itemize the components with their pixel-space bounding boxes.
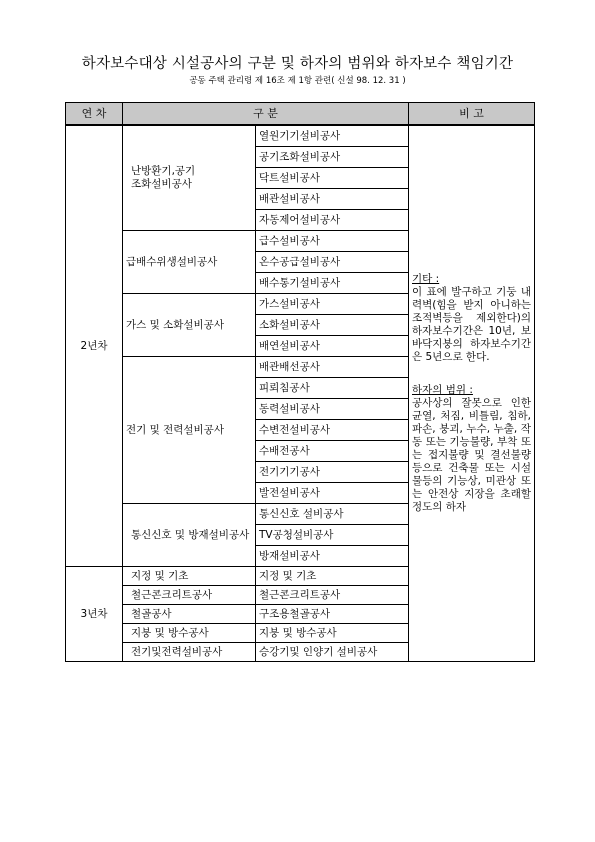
item-cell: 공기조화설비공사 (256, 147, 409, 168)
warranty-table (65, 102, 535, 662)
item-cell: 닥트설비공사 (256, 168, 409, 189)
remarks-cell (409, 125, 535, 662)
header-remarks: 비 고 (409, 103, 535, 126)
item-cell: 온수공급설비공사 (256, 252, 409, 273)
category-cell: 지붕 및 방수공사 (123, 624, 256, 643)
item-cell: 배수통기설비공사 (256, 273, 409, 294)
item-cell: 수변전설비공사 (256, 420, 409, 441)
category-cell: 철근콘크리트공사 (123, 586, 256, 605)
category-cell: 급배수위생설비공사 (123, 231, 256, 294)
remarks-scope-heading: 하자의 범위 : (412, 384, 473, 396)
item-cell: 배연설비공사 (256, 336, 409, 357)
item-cell: 방재설비공사 (256, 546, 409, 567)
item-cell: 가스설비공사 (256, 294, 409, 315)
item-cell: 통신신호 설비공사 (256, 504, 409, 525)
category-cell: 철골공사 (123, 605, 256, 624)
category-cell: 통신신호 및 방재설비공사 (123, 504, 256, 567)
item-cell: 구조용철골공사 (256, 605, 409, 624)
item-cell: 급수설비공사 (256, 231, 409, 252)
header-division: 구 분 (123, 103, 409, 126)
remarks-other-heading: 기타 : (412, 273, 440, 285)
item-cell: 지정 및 기초 (256, 567, 409, 586)
header-year: 연 차 (66, 103, 123, 126)
year-cell-3: 3년차 (66, 567, 123, 662)
table-header-row (66, 103, 535, 126)
category-cell: 가스 및 소화설비공사 (123, 294, 256, 357)
item-cell: 열원기기설비공사 (256, 125, 409, 147)
page-title: 하자보수대상 시설공사의 구분 및 하자의 범위와 하자보수 책임기간 (81, 56, 514, 72)
category-cell: 전기및전력설비공사 (123, 643, 256, 662)
category-cell: 전기 및 전력설비공사 (123, 357, 256, 504)
item-cell: 지붕 및 방수공사 (256, 624, 409, 643)
item-cell: 소화설비공사 (256, 315, 409, 336)
item-cell: 배관배선공사 (256, 357, 409, 378)
item-cell: 자동제어설비공사 (256, 210, 409, 231)
year-cell-2: 2년차 (66, 125, 123, 567)
item-cell: TV공청설비공사 (256, 525, 409, 546)
item-cell: 승강기및 인양기 설비공사 (256, 643, 409, 662)
remarks-scope-text: 공사상의 잘못으로 인한 균열, 처짐, 비틀림, 침하, 파손, 붕괴, 누수, 누출, 작동 또는 기능불량, 부착 또는 접지불량 및 결선불량등으로 건축물 또는 시설물등의 기능상, 미관상 또는 안전상 지장을 초래할 정도의 하자 (412, 397, 531, 513)
item-cell: 전기기기공사 (256, 462, 409, 483)
item-cell: 철근콘크리트공사 (256, 586, 409, 605)
remarks-other-text: 이 표에 발구하고 기둥 내력벽(힘을 받지 아니하는 조적벽등을 제외한다)의 하자보수기간은 10년, 보바닥지붕의 하자보수기간은 5년으로 한다. (412, 286, 531, 363)
item-cell: 발전설비공사 (256, 483, 409, 504)
category-cell: 난방환기,공기 조화설비공사 (123, 125, 256, 231)
item-cell: 배관설비공사 (256, 189, 409, 210)
item-cell: 피뢰침공사 (256, 378, 409, 399)
item-cell: 수배전공사 (256, 441, 409, 462)
item-cell: 동력설비공사 (256, 399, 409, 420)
page-subtitle: 공동 주택 관리령 제 16조 제 1항 관련( 신설 98. 12. 31 ) (189, 76, 406, 86)
table-row (66, 125, 535, 147)
category-cell: 지정 및 기초 (123, 567, 256, 586)
